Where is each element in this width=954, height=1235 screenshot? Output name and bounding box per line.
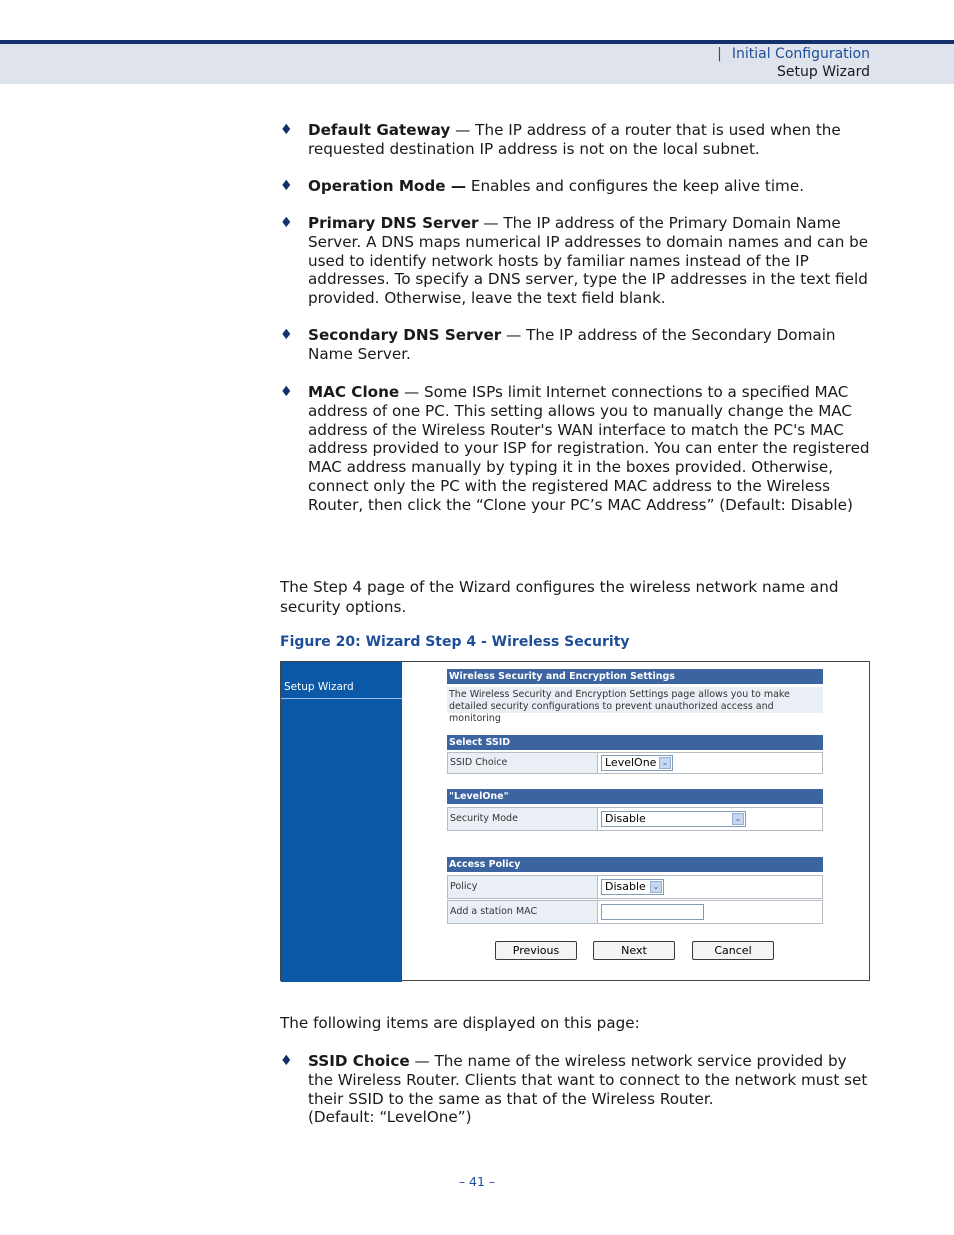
station-mac-input[interactable]: [601, 904, 704, 920]
chevron-down-icon: ⌄: [659, 757, 671, 769]
wizard-screenshot: [280, 661, 870, 981]
bullet-diamond-icon: ♦: [280, 1053, 293, 1069]
header-section-title: Initial Configuration: [731, 46, 870, 62]
header-section: [717, 46, 870, 62]
ssid-choice-value: LevelOne: [605, 756, 657, 769]
station-mac-row: [447, 900, 823, 924]
chevron-down-icon: ⌄: [650, 881, 662, 893]
bullet-term: SSID Choice: [308, 1052, 410, 1070]
ssid-choice-label: SSID Choice: [448, 753, 598, 773]
security-mode-select[interactable]: [601, 811, 746, 827]
bullet-diamond-icon: ♦: [280, 384, 293, 400]
policy-label: Policy: [448, 876, 598, 898]
security-mode-value: Disable: [605, 812, 646, 825]
bullet-term: Primary DNS Server: [308, 214, 479, 232]
policy-value: Disable: [605, 880, 646, 893]
security-mode-row: [447, 807, 823, 831]
bullet-ssid-choice: [280, 1052, 870, 1127]
bullet-diamond-icon: ♦: [280, 327, 293, 343]
bullet-default-note: (Default: “LevelOne”): [308, 1108, 472, 1127]
bullet-default-gateway: [280, 121, 870, 159]
bullet-mac-clone: [280, 383, 870, 515]
bullet-primary-dns: [280, 214, 870, 308]
bullet-diamond-icon: ♦: [280, 122, 293, 138]
bullet-term: Operation Mode —: [308, 177, 467, 195]
bullet-text: — The IP address of the Secondary Domain Name Server.: [308, 326, 836, 363]
ssid-choice-select[interactable]: [601, 755, 673, 771]
section-header-select-ssid: Select SSID: [447, 735, 823, 750]
sidebar-divider: [281, 698, 402, 699]
policy-select[interactable]: [601, 879, 664, 895]
wizard-sidebar: [281, 662, 402, 982]
bullet-text: — The name of the wireless network service provided by the Wireless Router. Clients that want to connect to the network must set their SSID to the same as that of the Wireless Router.: [308, 1052, 868, 1108]
security-mode-label: Security Mode: [448, 808, 598, 830]
bullet-operation-mode: [280, 177, 870, 196]
bullet-diamond-icon: ♦: [280, 215, 293, 231]
header-subsection: Setup Wizard: [777, 64, 870, 80]
section-header-security: Wireless Security and Encryption Settings: [447, 669, 823, 684]
ssid-choice-row: [447, 752, 823, 774]
intro-paragraph: The Step 4 page of the Wizard configures the wireless network name and security options.: [280, 578, 839, 616]
bullet-text: — Some ISPs limit Internet connections to a specified MAC address of one PC. This setting allows you to manually change the MAC address of the Wireless Router's WAN interface to match the PC's MAC address provided to your ISP for registration. You can enter the registered MAC address manually by typing it in the boxes provided. Otherwise, connect only the PC with the registered MAC address to the Wireless Router, then click the “Clone your PC’s MAC Address” (Default: Disable): [308, 383, 870, 514]
chevron-down-icon: ⌄: [732, 813, 744, 825]
next-button[interactable]: Next: [593, 941, 675, 960]
bullet-text: — The IP address of a router that is used when the requested destination IP address is not on the local subnet.: [308, 121, 841, 158]
figure-caption: Figure 20: Wizard Step 4 - Wireless Security: [280, 634, 630, 650]
station-mac-label: Add a station MAC: [448, 901, 598, 923]
bullet-term: MAC Clone: [308, 383, 400, 401]
section-description: The Wireless Security and Encryption Settings page allows you to make detailed security configurations to prevent unauthorized access and monitoring: [447, 687, 823, 713]
bullet-diamond-icon: ♦: [280, 178, 293, 194]
page-number: – 41 –: [458, 1174, 496, 1189]
following-paragraph: The following items are displayed on this page:: [280, 1014, 640, 1032]
header-separator: |: [717, 46, 722, 62]
cancel-button[interactable]: Cancel: [692, 941, 774, 960]
bullet-term: Secondary DNS Server: [308, 326, 502, 344]
section-header-levelone: "LevelOne": [447, 789, 823, 804]
bullet-text: Enables and configures the keep alive time.: [466, 177, 805, 195]
bullet-text: — The IP address of the Primary Domain Name Server. A DNS maps numerical IP addresses to domain names and can be used to identify network hosts by familiar names instead of the IP addresses. To specify a DNS server, type the IP addresses in the text field provided. Otherwise, leave the text field blank.: [308, 214, 869, 308]
sidebar-item-setup-wizard[interactable]: Setup Wizard: [284, 681, 354, 693]
bullet-secondary-dns: [280, 326, 870, 364]
policy-row: [447, 875, 823, 899]
bullet-term: Default Gateway: [308, 121, 451, 139]
section-header-access-policy: Access Policy: [447, 857, 823, 872]
previous-button[interactable]: Previous: [495, 941, 577, 960]
